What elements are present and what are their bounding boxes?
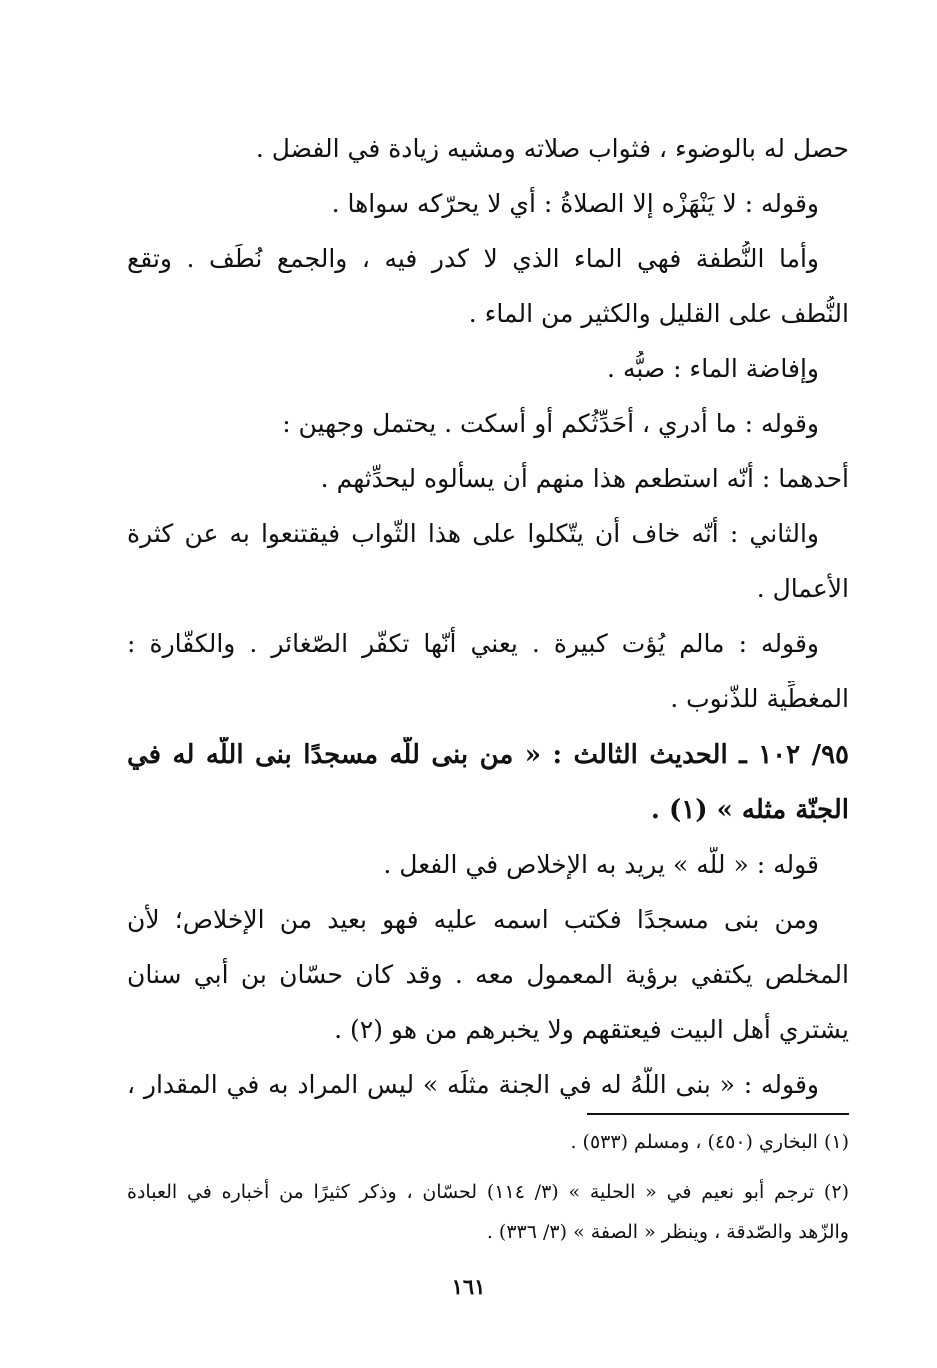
text-line-18: وقوله : « بنى اللّهُ له في الجنة مثلَه » ليس المراد به في المقدار ، (127, 1070, 819, 1099)
text-line-11: المغطِّية للذّنوب . (670, 684, 849, 713)
hadith-heading-line-2: الجنّة مثله » (١) . (650, 795, 849, 825)
hadith-heading-line-1: ٩٥/ ١٠٢ ـ الحديث الثالث : « من بنى للّه مسجدًا بنى اللّه له في (127, 740, 849, 770)
text-line-3: وأما النُّطفة فهي الماء الذي لا كدر فيه ، والجمع نُطَف . وتقع (127, 244, 819, 273)
text-line-4: النُّطف على القليل والكثير من الماء . (468, 299, 849, 328)
text-line-2: وقوله : لا يَنْهَزْه إلا الصلاةُ : أي لا يحرّكه سواها . (331, 189, 819, 218)
text-line-10: وقوله : مالم يُؤت كبيرة . يعني أنّها تكفّر الصّغائر . والكفّارة : (127, 629, 819, 658)
text-line-1: حصل له بالوضوء ، فثواب صلاته ومشيه زيادة في الفضل . (255, 134, 849, 163)
text-line-17: يشتري أهل البيت فيعتقهم ولا يخبرهم من هو (٢) . (334, 1015, 849, 1044)
page-number: ١٦١ (451, 1274, 486, 1299)
footnote-2-line-2: والزّهد والصّدقة ، وينظر « الصفة » (٣/ ٣٣٦) . (486, 1221, 849, 1243)
text-line-15: ومن بنى مسجدًا فكتب اسمه عليه فهو بعيد من الإخلاص؛ لأن (127, 905, 819, 934)
text-line-14: قوله : « للّه » يريد به الإخلاص في الفعل . (383, 850, 819, 879)
footnote-1: (١) البخاري (٤٥٠) ، ومسلم (٥٣٣) . (570, 1131, 849, 1153)
text-line-16: المخلص يكتفي برؤية المعمول معه . وقد كان حسّان بن أبي سنان (127, 960, 849, 989)
footnote-divider (587, 1113, 849, 1115)
text-line-7: أحدهما : أنّه استطعم هذا منهم أن يسألوه ليحدِّثهم . (320, 464, 849, 493)
text-line-5: وإفاضة الماء : صبُّه . (607, 354, 819, 383)
footnote-2-line-1: (٢) ترجم أبو نعيم في « الحلية » (٣/ ١١٤) لحسّان ، وذكر كثيرًا من أخباره في العبادة (127, 1181, 849, 1203)
text-line-8: والثاني : أنّه خاف أن يتّكلوا على هذا الثّواب فيقتنعوا به عن كثرة (127, 519, 819, 548)
text-line-9: الأعمال . (756, 574, 849, 603)
text-line-6: وقوله : ما أدري ، أُحَدِّثُكم أو أسكت . يحتمل وجهين : (282, 409, 819, 438)
